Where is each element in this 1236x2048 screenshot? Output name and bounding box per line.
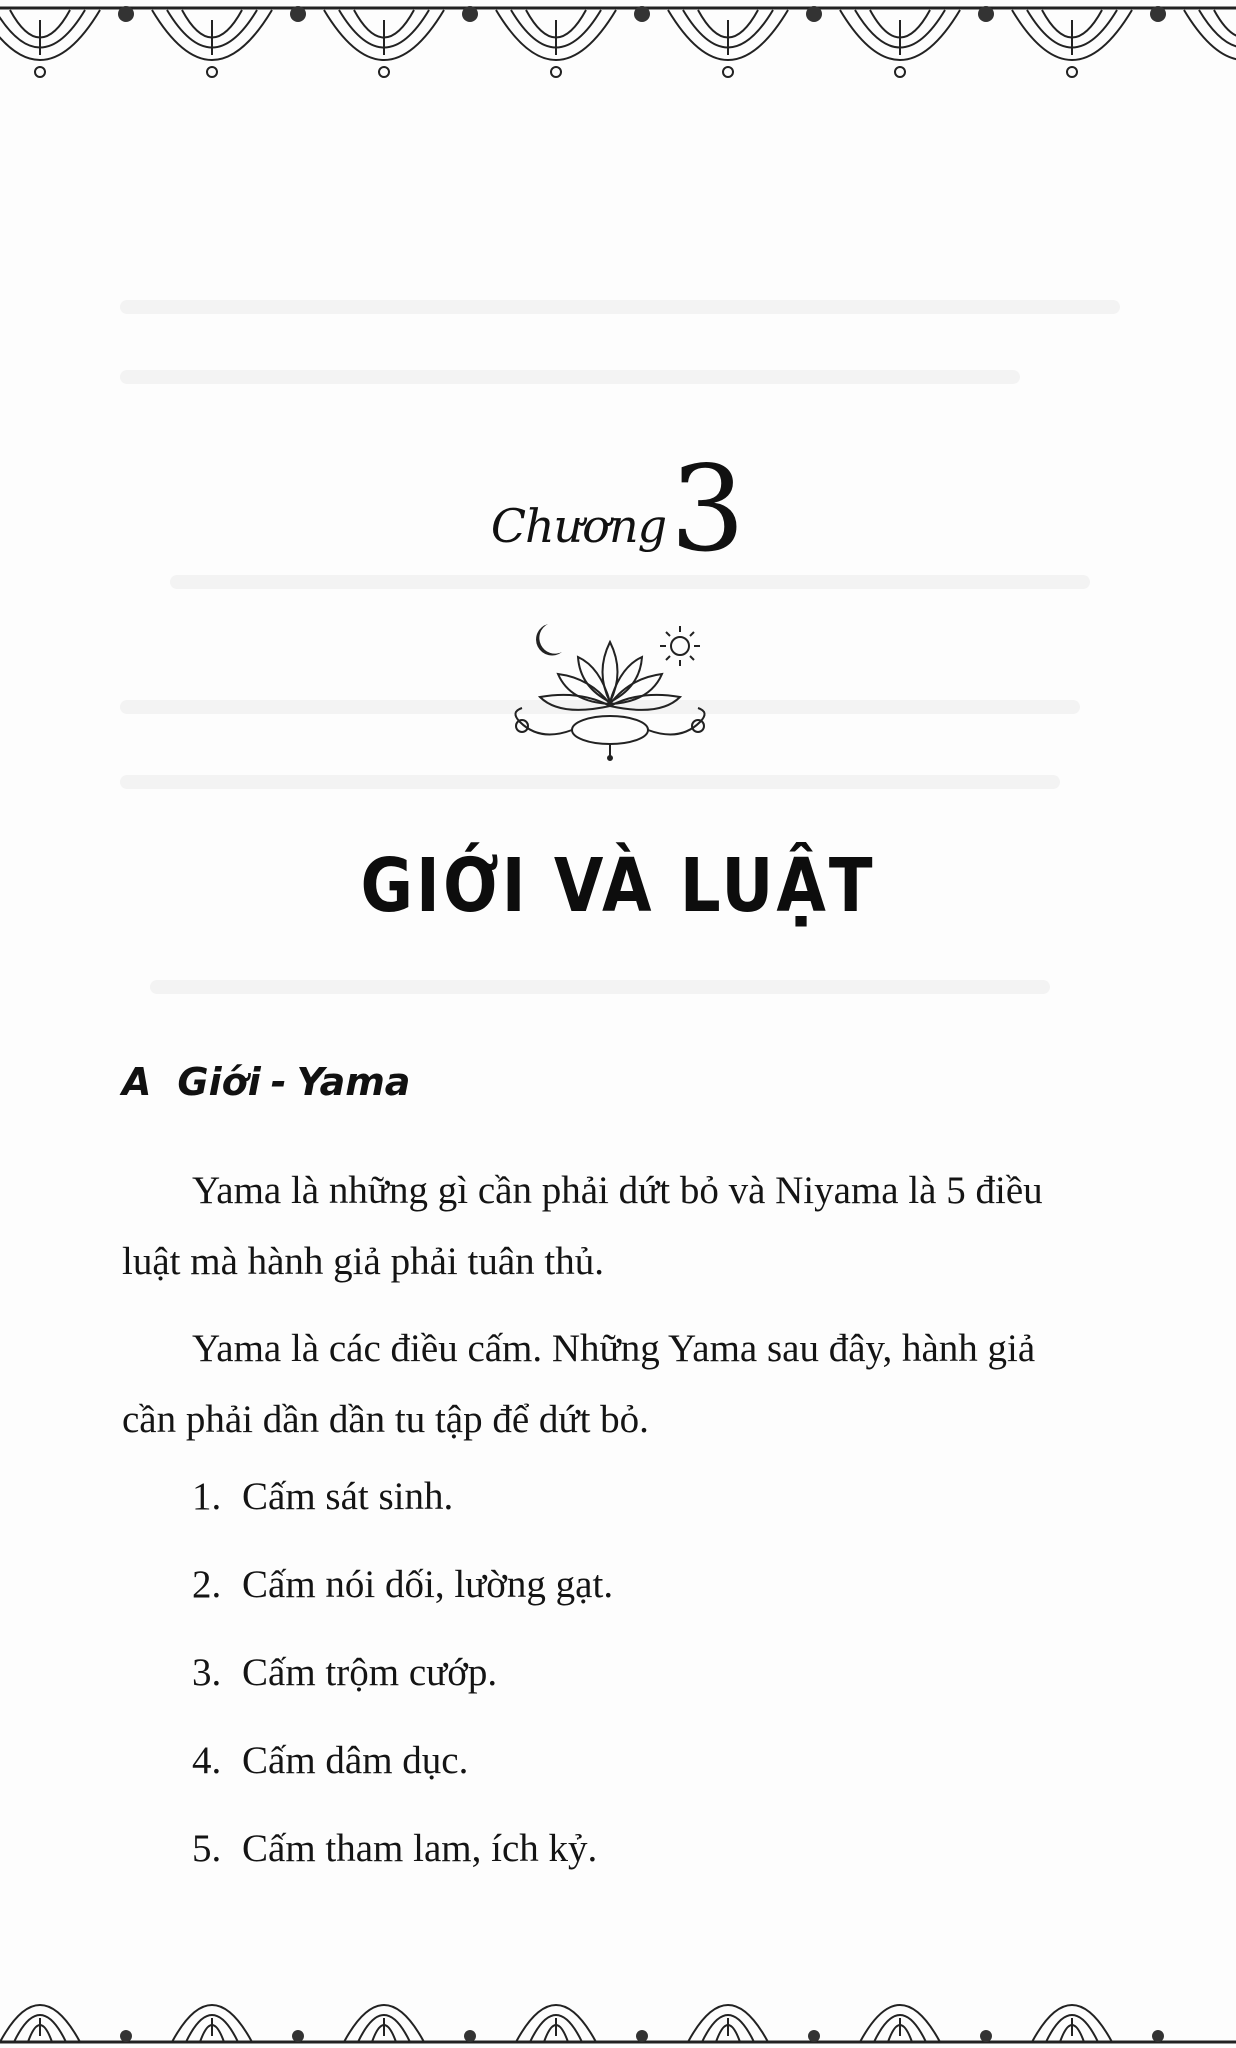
decorative-bottom-border: [0, 1978, 1236, 2048]
list-text: Cấm tham lam, ích kỷ.: [242, 1827, 598, 1870]
section-title-vi: Giới: [177, 1060, 261, 1104]
list-item: [192, 1462, 613, 1550]
paragraph-text: Yama là những gì cần phải dứt bỏ và Niyama là 5 điều luật mà hành giả phải tuân thủ.: [122, 1169, 1043, 1283]
crescent-moon-icon: [536, 624, 562, 655]
paragraph: [122, 1313, 1082, 1455]
section-letter: A: [122, 1060, 152, 1104]
paragraph-text: Yama là các điều cấm. Những Yama sau đây, hành giả cần phải dần dần tu tập để dứt bỏ.: [122, 1327, 1036, 1441]
bleed-through: [120, 370, 1020, 384]
sun-icon: [660, 626, 700, 666]
chapter-heading: [0, 440, 1236, 578]
bleed-through: [150, 980, 1050, 994]
yama-list: [192, 1462, 613, 1902]
list-number: 4.: [192, 1739, 222, 1782]
bleed-through: [120, 300, 1120, 314]
list-text: Cấm dâm dục.: [242, 1739, 469, 1782]
list-text: Cấm nói dối, lường gạt.: [242, 1563, 614, 1606]
list-text: Cấm sát sinh.: [242, 1475, 454, 1518]
list-item: [192, 1814, 613, 1902]
paragraph: [122, 1155, 1082, 1297]
decorative-top-border: [0, 0, 1236, 110]
bleed-through: [120, 775, 1060, 789]
list-number: 3.: [192, 1651, 222, 1694]
list-item: [192, 1726, 613, 1814]
chapter-number: 3: [670, 440, 746, 578]
lotus-ornament: [500, 612, 720, 762]
list-text: Cấm trộm cướp.: [242, 1651, 498, 1694]
section-heading: [122, 1060, 410, 1104]
chapter-word: Chương: [490, 499, 667, 553]
section-title-term: Yama: [296, 1060, 411, 1104]
list-number: 1.: [192, 1475, 222, 1518]
list-item: [192, 1638, 613, 1726]
list-item: [192, 1550, 613, 1638]
list-number: 5.: [192, 1827, 222, 1870]
chapter-title: GIỚI VÀ LUẬT: [360, 844, 876, 930]
list-number: 2.: [192, 1563, 222, 1606]
lotus-icon: [515, 642, 704, 760]
section-dash: -: [270, 1060, 287, 1104]
